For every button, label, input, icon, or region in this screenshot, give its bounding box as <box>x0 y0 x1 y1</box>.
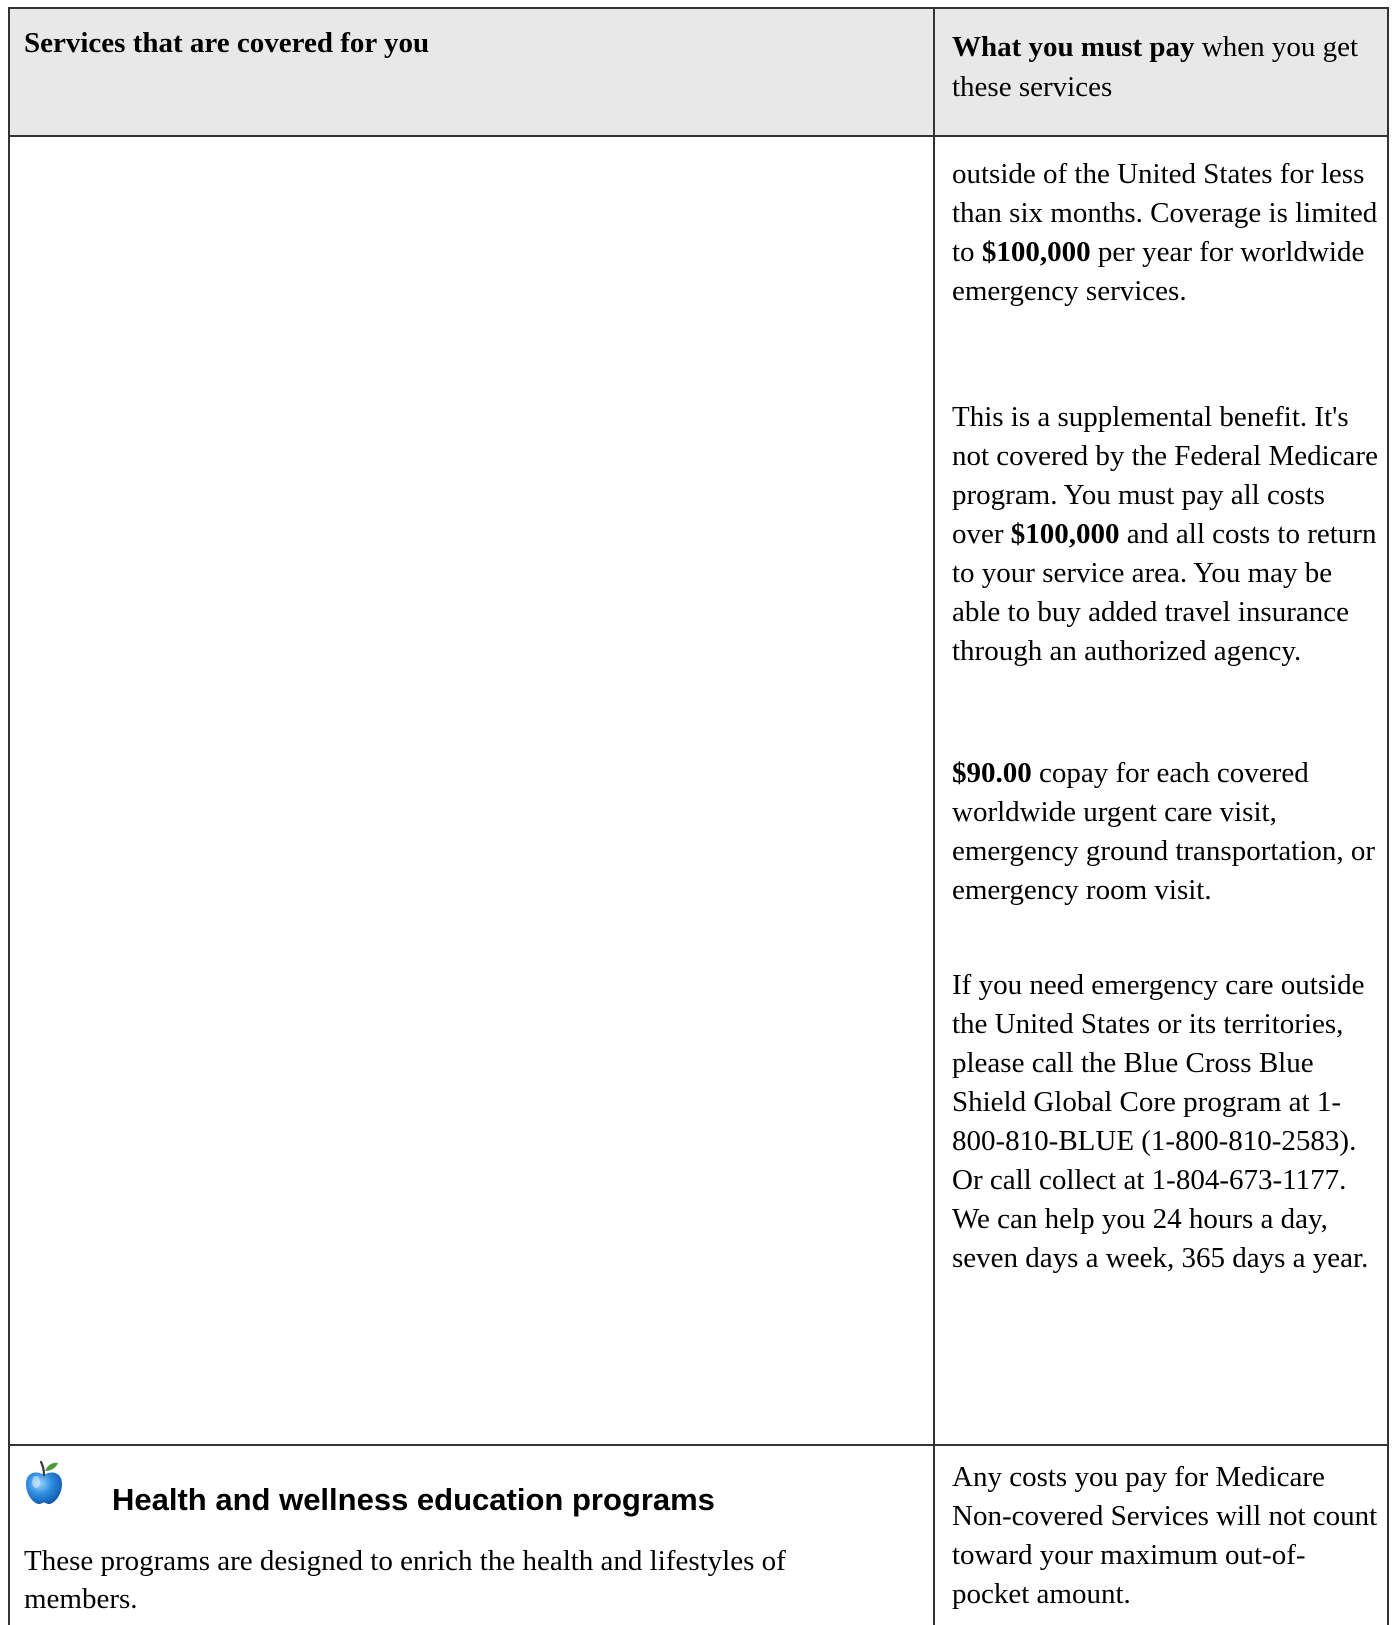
copay-amount: $90.00 <box>952 757 1032 789</box>
supplemental-benefit-paragraph <box>952 398 1382 671</box>
copay-paragraph <box>952 754 1382 910</box>
coverage-amount: $100,000 <box>981 236 1091 268</box>
program-title: Health and wellness education programs <box>112 1482 715 1517</box>
supplemental-amount: $100,000 <box>1010 518 1120 550</box>
column-divider <box>933 9 935 1625</box>
header-what-you-pay <box>952 27 1382 107</box>
coverage-text-a: outside of the United States for less than six months. Coverage is limited to <box>952 158 1378 268</box>
header-what-you-pay-bold: What you must pay <box>952 31 1195 63</box>
benefits-table <box>8 7 1389 1625</box>
table-header <box>10 9 1387 137</box>
supplemental-text-c: and all costs to return to your service area. You may be able to buy added travel insurance through an authorized agency. <box>952 518 1377 667</box>
apple-icon <box>24 1458 64 1506</box>
coverage-limit-paragraph <box>952 155 1382 311</box>
coverage-text-c: per year for worldwide emergency services. <box>952 236 1365 307</box>
row-divider <box>10 1444 1387 1446</box>
wellness-program-cost: Any costs you pay for Medicare Non-covered Services will not count toward your maximum out-of-pocket amount. <box>952 1461 1378 1610</box>
supplemental-text-a: This is a supplemental benefit. It's not covered by the Federal Medicare program. You must pay all costs over <box>952 401 1378 550</box>
program-description: These programs are designed to enrich the health and lifestyles of members. <box>24 1545 786 1615</box>
header-services-covered: Services that are covered for you <box>24 27 430 59</box>
copay-text: copay for each covered worldwide urgent care visit, emergency ground transportation, or emergency room visit. <box>952 757 1376 906</box>
emergency-contact-paragraph: If you need emergency care outside the United States or its territories, please call the Blue Cross Blue Shield Global Core program at 1-800-810-BLUE (1-800-810-2583). Or call collect at 1-804-673-1177. We can help you 24 hours a day, seven days a week, 365 days a year. <box>952 969 1369 1274</box>
header-what-you-pay-rest: when you get these services <box>952 31 1359 103</box>
